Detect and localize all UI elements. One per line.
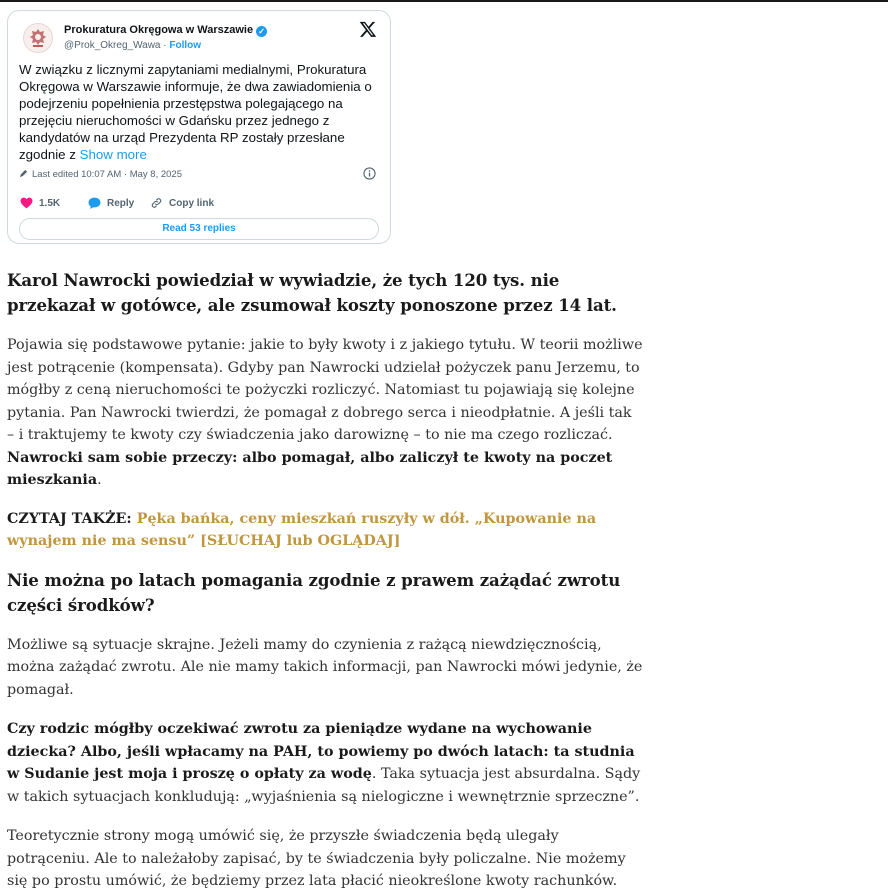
copy-link-button[interactable] [150,197,214,209]
show-more-link[interactable]: Show more [79,146,147,162]
read-also-block [7,508,643,553]
copy-link-label: Copy link [169,198,215,209]
heart-icon [20,197,33,209]
link-icon [150,197,163,209]
reply-icon [88,197,101,209]
embedded-tweet [7,10,391,244]
edited-timestamp: Last edited 10:07 AM · May 8, 2025 [32,169,182,180]
pencil-icon [19,169,28,178]
p1-bold: Nawrocki sam sobie przeczy: albo pomagał, albo zaliczył te kwoty na poczet mieszkania [7,449,613,488]
reply-label: Reply [107,198,135,209]
like-button[interactable] [20,197,60,209]
read-also-label: CZYTAJ TAKŻE: [7,510,137,527]
answer-paragraph-1 [7,334,643,492]
tweet-handle[interactable]: @Prok_Okreg_Wawa [64,40,161,51]
tweet-author-name[interactable] [64,24,267,37]
p3-bold: Czy rodzic mógłby oczekiwać zwrotu za pieniądze wydane na wychowanie dziecka? Albo, jeśli wpłacamy na PAH, to powiemy po dwóch latach: ta studnia w Sudanie jest moja i proszę o opłaty za wodę [7,721,635,782]
tweet-text [19,62,379,163]
answer-paragraph-4: Teoretycznie strony mogą umówić się, że przyszłe świadczenia będą ulegały potrąceniu. Ale to należałoby zapisać, by te świadczenia były policzalne. Nie możemy się po prostu umówić, że będziemy przez lata płacić nieokreślone kwoty rachunków. [7,828,626,889]
verified-badge-icon: ✓ [256,26,267,37]
read-also-link[interactable]: Pęka bańka, ceny mieszkań ruszyły w dół. „Kupowanie na wynajem nie ma sensu” [SŁUCHAJ lub OGLĄDAJ] [7,510,597,549]
reply-button[interactable] [88,197,134,209]
read-replies-button[interactable]: Read 53 replies [19,218,379,240]
top-border [0,0,888,2]
p1-end: . [97,472,102,488]
answer-paragraph-2: Możliwe są sytuacje skrajne. Jeżeli mamy do czynienia z rażącą niewdzięcznością, można zażądać zwrotu. Ale nie mamy takich informacji, pan Nawrocki mówi jedynie, że pomagał. [7,636,643,698]
x-logo-icon[interactable] [359,20,377,38]
follow-button[interactable]: Follow [169,40,202,51]
question-heading-1: Karol Nawrocki powiedział w wywiadzie, że tych 120 tys. nie przekazał w gotówce, ale zsumował koszty ponoszone przez 14 lat. [7,270,617,315]
author-name-text[interactable]: Prokuratura Okręgowa w Warszawie [64,24,254,36]
p3-text: . Taka sytuacja jest absurdalna. Sądy w takich sytuacjach konkludują: „wyjaśnienia są nielogiczne i wewnętrznie sprzeczne”. [7,766,641,805]
emblem-avatar[interactable] [23,23,53,53]
info-icon[interactable] [363,167,376,180]
like-count: 1.5K [39,198,61,209]
answer-paragraph-3 [7,718,643,808]
separator-dot: · [163,40,167,51]
question-heading-2: Nie można po latach pomagania zgodnie z prawem zażądać zwrotu części środków? [7,569,621,615]
p1-text: Pojawia się podstawowe pytanie: jakie to były kwoty i z jakiego tytułu. W teorii możliwe jest potrącenie (kompensata). Gdyby pan Nawrocki udzielał pożyczek panu Jerzemu, to mógłby z ceną nieruchomości te pożyczki rozliczyć. Natomiast tu pojawiają się kolejne pytania. Pan Nawrocki twierdzi, że pomagał z dobrego serca i nieodpłatnie. A jeśli tak – i traktujemy te kwoty czy świadczenia jako darowiznę – to nie ma czego rozliczać. [7,337,643,443]
tweet-edited-meta[interactable] [19,169,182,180]
article-body [7,268,643,893]
tweet-body: W związku z licznymi zapytaniami medialnymi, Prokuratura Okręgowa w Warszawie informuje, że dwa zawiadomienia o podejrzeniu popełnienia przestępstwa polegającego na przejęciu nieruchomości w Gdańsku przez jednego z kandydatów na urząd Prezydenta RP zostały przesłane zgodnie z [19,62,372,162]
tweet-handle-row [64,40,201,51]
